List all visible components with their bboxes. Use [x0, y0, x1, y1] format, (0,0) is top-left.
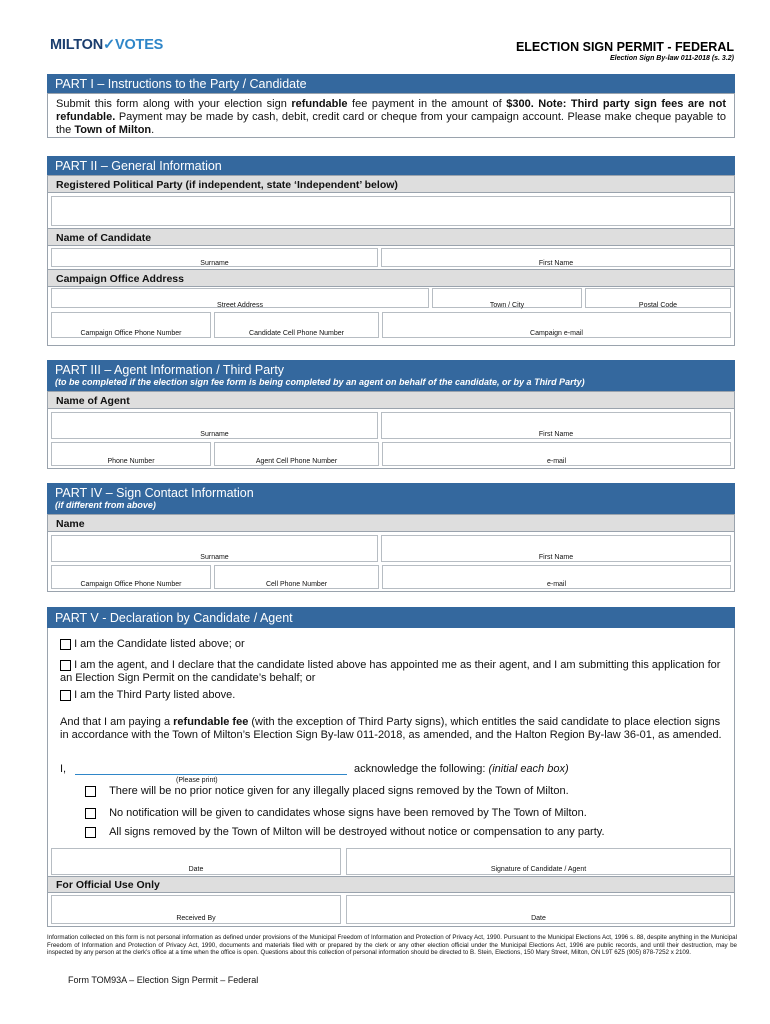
declaration-text: (with the exception of Third Party signs), which entitles the said candidate to place election signs in accordance with the Town of Milton’s Election Sign By-law 011-2018, as amended, and the Halton Region By-law 36-01, as amended. [60, 716, 722, 741]
agent-phone-caption: Phone Number [107, 458, 155, 465]
option-candidate-label: I am the Candidate listed above; or [74, 638, 245, 650]
printed-name-input[interactable] [75, 760, 347, 775]
form-bylaw-reference: Election Sign By-law 011-2018 (s. 3.2) [610, 55, 734, 62]
please-print-caption: (Please print) [176, 777, 218, 784]
contact-surname-caption: Surname [200, 554, 229, 561]
firstname-caption: First Name [538, 260, 574, 267]
form-id: Form TOM93A – Election Sign Permit – Federal [68, 975, 259, 985]
signature-caption: Signature of Candidate / Agent [490, 866, 587, 873]
i-label: I, [60, 763, 67, 775]
surname-caption: Surname [200, 260, 229, 267]
contact-office-phone-caption: Campaign Office Phone Number [80, 581, 182, 588]
received-by-caption: Received By [176, 915, 216, 922]
agent-email-caption: e-mail [546, 458, 567, 465]
part1-instructions [47, 93, 735, 138]
agent-cell-caption: Agent Cell Phone Number [255, 458, 338, 465]
declaration-text: And that I am paying a [60, 716, 174, 728]
part4-subheading: (if different from above) [47, 500, 735, 514]
ack2-text: No notification will be given to candidates whose signs have been removed by The Town of Milton. [109, 807, 587, 819]
part1-text: . [151, 124, 155, 136]
ack3-text: All signs removed by the Town of Milton will be destroyed without notice or compensation to any party. [109, 826, 605, 838]
part3-heading: PART III – Agent Information / Third Party [47, 360, 735, 377]
agent-name-label: Name of Agent [47, 391, 735, 409]
contact-cell-caption: Cell Phone Number [265, 581, 328, 588]
part1-text: fee payment in the amount of [347, 98, 507, 110]
email-caption: Campaign e-mail [530, 330, 583, 337]
agent-firstname-caption: First Name [538, 431, 574, 438]
ack1-text: There will be no prior notice given for any illegally placed signs removed by the Town of Milton. [109, 785, 569, 797]
official-date-caption: Date [531, 915, 546, 922]
office-phone-caption: Campaign Office Phone Number [80, 330, 182, 337]
postal-caption: Postal Code [638, 302, 678, 309]
date-caption: Date [188, 866, 204, 873]
part3-subheading: (to be completed if the election sign fee form is being completed by an agent on behalf of the candidate, or by a Third Party) [47, 377, 735, 391]
candidate-name-label: Name of Candidate [47, 228, 735, 246]
option-third-party-label: I am the Third Party listed above. [74, 689, 236, 701]
ack2-initial-box[interactable] [85, 808, 96, 819]
part1-fee-note: $300. Note: Third party sign fees are not refundable. [56, 98, 726, 123]
declaration-refundable-fee: refundable fee [173, 716, 249, 728]
part5-section [47, 607, 735, 927]
privacy-notice: Information collected on this form is not personal information as defined under provisions of the Municipal Freedom of Information and Protection of Privacy Act, 1990. Pursuant to the Municipal Elections Act, 1996 s. 88, despite anything in the Municipal Freedom of Information and Protection of Privacy Act, 1990, documents and materials filed with or prepared by the clerk or any other election official under the Municipal Elections Act, 1996 are public records, and until their destruction, may be inspected by any person at the clerk's office at a time when the office is open. Questions about this collection of personal information should be directed to B. Stein, Elections, 150 Mary Street, Milton, ON L9T 6Z5 (905) 878-7252 x 2109. [47, 934, 737, 956]
ack1-initial-box[interactable] [85, 786, 96, 797]
party-label: Registered Political Party (if independent, state ‘Independent’ below) [47, 175, 735, 193]
part4-heading: PART IV – Sign Contact Information [47, 483, 735, 500]
declaration-option-candidate [60, 638, 720, 651]
third-party-checkbox[interactable] [60, 690, 71, 701]
town-caption: Town / City [489, 302, 525, 309]
part2-section [47, 156, 735, 346]
milton-votes-logo [50, 37, 163, 53]
contact-email-caption: e-mail [546, 581, 567, 588]
fee-declaration [60, 716, 724, 742]
official-use-heading: For Official Use Only [47, 876, 735, 893]
part3-section [47, 360, 735, 470]
part1-heading: PART I – Instructions to the Party / Candidate [47, 74, 735, 93]
part1-section [47, 74, 735, 138]
logo-text-votes: VOTES [115, 37, 164, 53]
candidate-checkbox[interactable] [60, 639, 71, 650]
party-input[interactable] [51, 196, 731, 226]
street-caption: Street Address [217, 302, 263, 309]
acknowledge-text: acknowledge the following: [354, 763, 489, 775]
part5-heading: PART V - Declaration by Candidate / Agent [47, 607, 735, 628]
office-address-label: Campaign Office Address [47, 269, 735, 287]
contact-name-label: Name [47, 514, 735, 532]
acknowledgement-3 [85, 826, 725, 839]
part1-text: Payment may be made by cash, debit, credit card or cheque from your campaign account. Please make cheque payable to the [56, 111, 726, 136]
part1-text: Submit this form along with your election sign [56, 98, 292, 110]
agent-surname-caption: Surname [200, 431, 229, 438]
ack3-initial-box[interactable] [85, 827, 96, 838]
check-icon: ✓ [103, 37, 115, 53]
declaration-option-third-party [60, 689, 720, 702]
agent-checkbox[interactable] [60, 660, 71, 671]
logo-text-milton: MILTON [50, 37, 104, 53]
contact-firstname-caption: First Name [538, 554, 574, 561]
option-agent-label: I am the agent, and I declare that the candidate listed above has appointed me as their agent, and I am submitting this application for an Election Sign Permit on the candidate’s behalf; or [60, 659, 721, 684]
cell-phone-caption: Candidate Cell Phone Number [249, 330, 344, 337]
part1-town: Town of Milton [74, 124, 152, 136]
acknowledge-label [354, 763, 569, 776]
declaration-option-agent [60, 659, 725, 685]
part2-heading: PART II – General Information [47, 156, 735, 175]
form-title: ELECTION SIGN PERMIT - FEDERAL [515, 40, 734, 54]
part4-section [47, 483, 735, 593]
acknowledgement-1 [85, 785, 725, 798]
acknowledgement-2 [85, 807, 725, 820]
part1-refundable: refundable [291, 98, 348, 110]
initial-each-box-note: (initial each box) [488, 763, 569, 775]
